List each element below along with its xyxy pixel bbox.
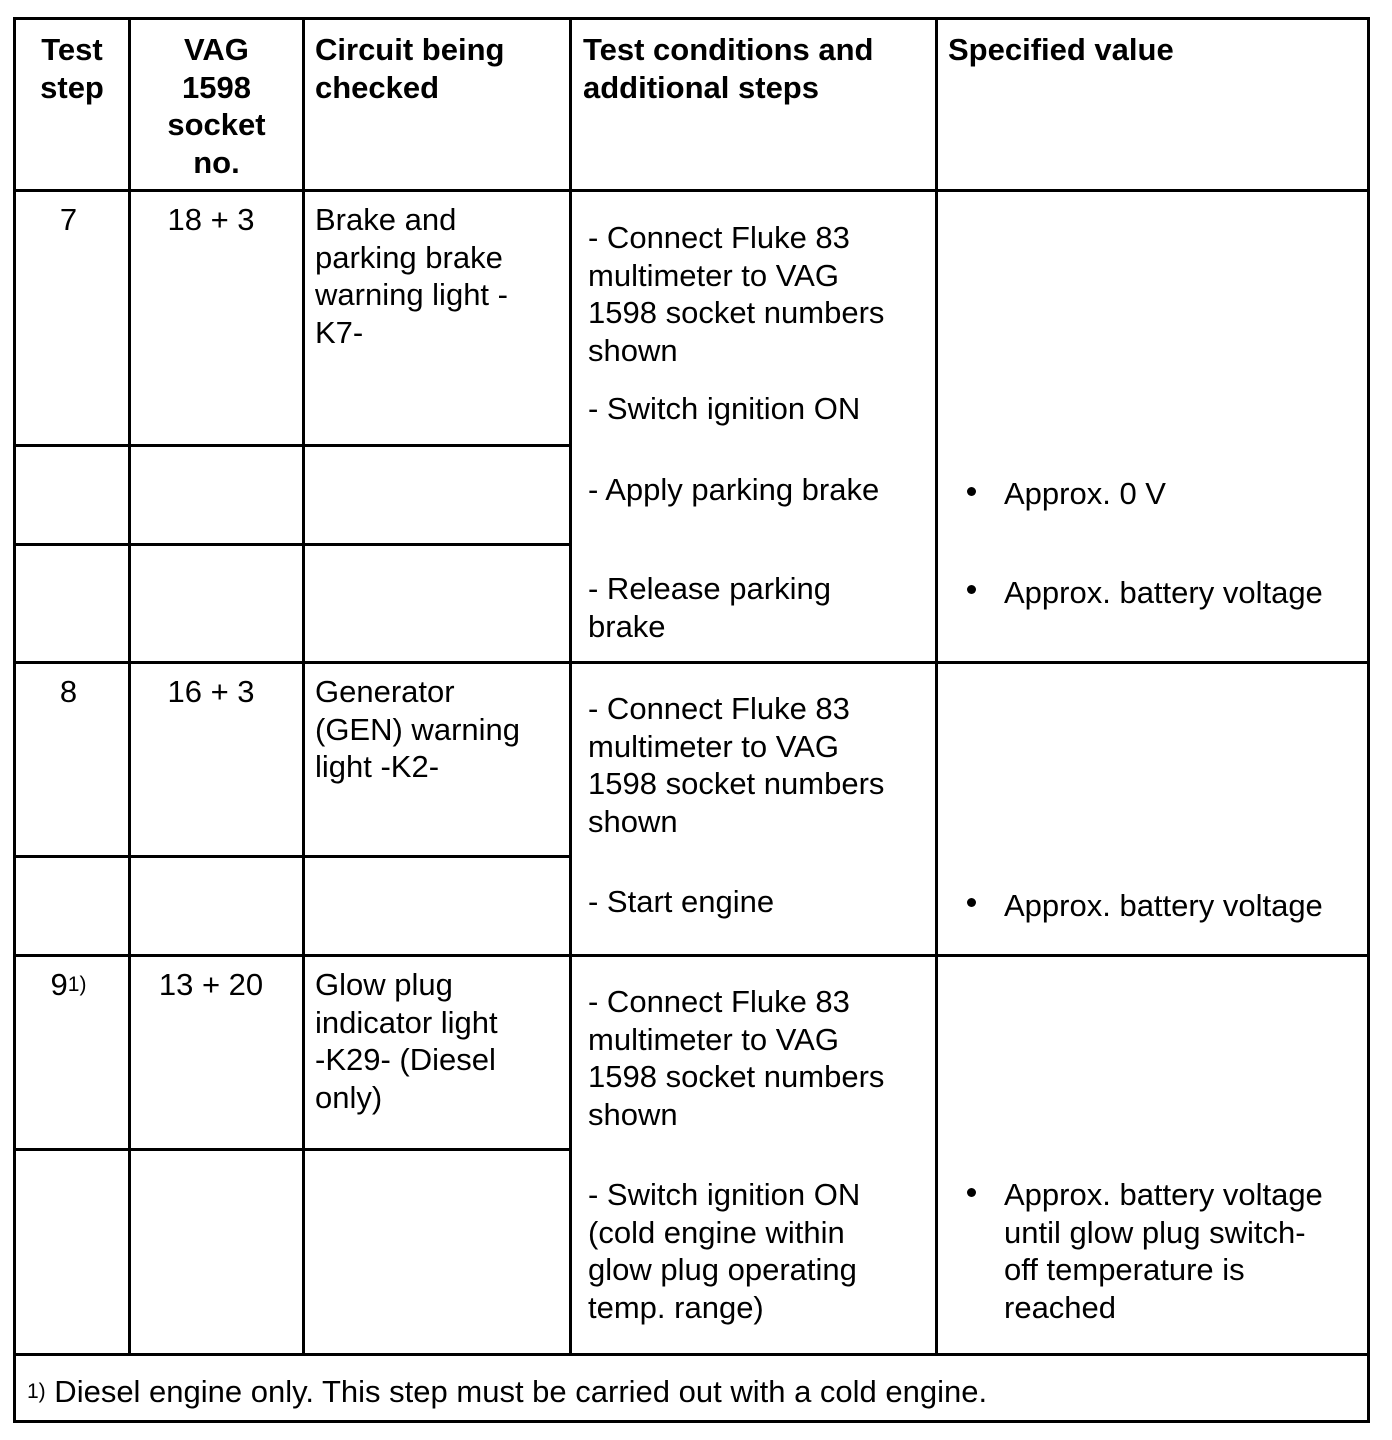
step7-socket: 18 + 3 <box>167 202 255 237</box>
step8-socket: 16 + 3 <box>167 674 255 709</box>
header-circuit: Circuit being checked <box>315 32 505 105</box>
header-conditions: Test conditions and additional steps <box>583 32 874 105</box>
bullet-icon <box>967 1188 976 1197</box>
step9-cond-ignition: - Switch ignition ON (cold engine within glow plug operating temp. range) <box>588 1177 861 1325</box>
step7-number: 7 <box>59 202 78 237</box>
header-divider <box>13 189 1370 192</box>
step7-cond-release: - Release parking brake <box>588 571 831 644</box>
border-bottom <box>13 1420 1370 1423</box>
step9-circuit: Glow plug indicator light -K29- (Diesel only) <box>315 967 498 1115</box>
row9-end <box>13 1353 1370 1356</box>
col-divider-3 <box>569 17 572 1356</box>
row7-end <box>13 661 1370 664</box>
footnote-ref: 1) <box>67 973 87 996</box>
row8-end <box>13 954 1370 957</box>
step8-cond-connect: - Connect Fluke 83 multimeter to VAG 1598 socket numbers shown <box>588 691 885 839</box>
test-table <box>13 17 1370 1423</box>
step7-circuit: Brake and parking brake warning light - K7- <box>315 202 508 350</box>
bullet-icon <box>967 585 976 594</box>
step7-cond-ignition: - Switch ignition ON <box>588 391 861 426</box>
footnote: $^{1)}$ Diesel engine only. This step must be carried out with a cold engine. <box>27 1374 988 1409</box>
row8-divider <box>13 855 570 858</box>
row7-divider-b <box>13 543 570 546</box>
header-test-step: Test step <box>40 32 104 105</box>
step8-cond-start: - Start engine <box>588 884 775 919</box>
col-divider-2 <box>302 17 305 1356</box>
step7-cond-connect: - Connect Fluke 83 multimeter to VAG 1598 socket numbers shown <box>588 220 885 368</box>
col-divider-4 <box>935 17 938 1356</box>
step7-cond-apply: - Apply parking brake <box>588 472 880 507</box>
header-socket: VAG 1598 socket no. <box>167 32 266 180</box>
border-top <box>13 17 1370 20</box>
row7-divider-a <box>13 444 570 447</box>
step8-number: 8 <box>59 674 78 709</box>
border-right <box>1367 17 1370 1423</box>
step9-socket: 13 + 20 <box>158 967 264 1002</box>
step7-spec-release: Approx. battery voltage <box>1004 575 1323 610</box>
step8-circuit: Generator (GEN) warning light -K2- <box>315 674 520 784</box>
step7-spec-apply: Approx. 0 V <box>1004 476 1166 511</box>
row9-divider <box>13 1148 570 1151</box>
bullet-icon <box>967 487 976 496</box>
step9-cond-connect: - Connect Fluke 83 multimeter to VAG 1598 socket numbers shown <box>588 984 885 1132</box>
step9-number: 9$^{1)}$ <box>50 967 87 1002</box>
step8-spec-start: Approx. battery voltage <box>1004 888 1323 923</box>
footnote-marker: 1) <box>27 1380 46 1403</box>
step9-spec-ignition: Approx. battery voltage until glow plug switch- off temperature is reached <box>1004 1177 1323 1325</box>
bullet-icon <box>967 898 976 907</box>
header-specified: Specified value <box>948 32 1174 67</box>
